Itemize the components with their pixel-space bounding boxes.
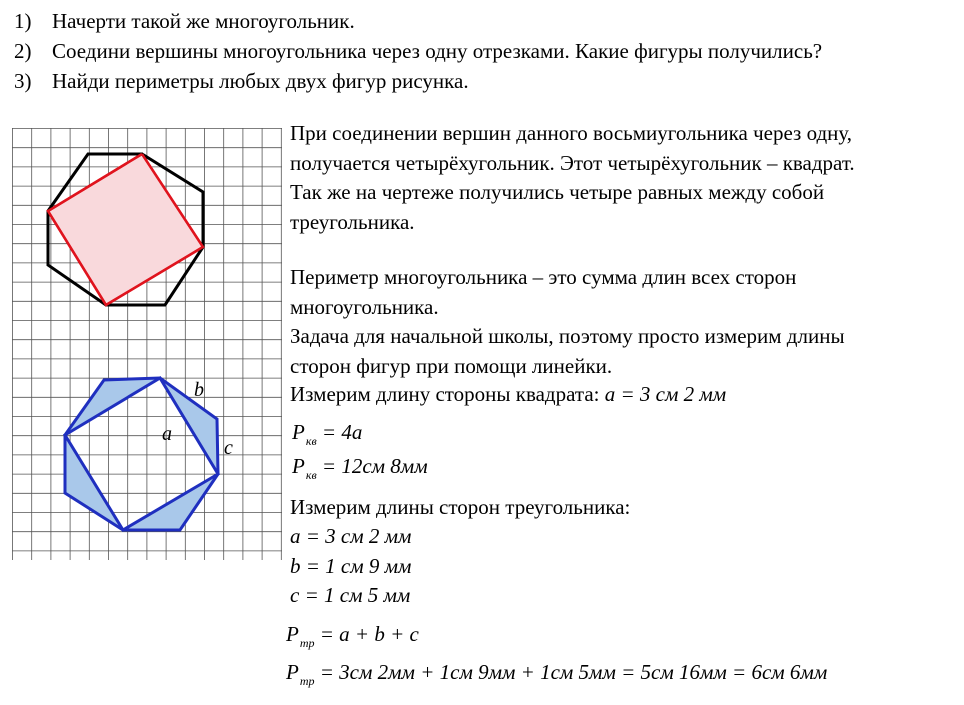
paragraph-perimeter: Периметр многоугольника – это сумма длин всех сторон многоугольника. Задача для начальной школы, поэтому просто измерим длины сторон фигур при помощи линейки. [290,265,845,378]
triangle-intro: Измерим длины сторон треугольника: [290,495,631,519]
paragraph-conclusion: При соединении вершин данного восьмиугольника через одну, получается четырёхугольник. Этот четырёхугольник – квадрат. Так же на чертеже получились четыре равных между собой треугольника. [290,121,855,234]
task-item: 1) Начерти такой же многоугольник. [14,9,355,33]
label-a: a [162,423,172,445]
square-formula-2: $P_{кв} = 12см$ 8мм [292,454,428,482]
triangle-formula-1: $P_{тр} = a + b + c$ [286,622,419,650]
label-b: b [194,379,204,401]
graph-paper-figure [12,128,282,560]
triangle-formula-2: $P_{тр} = 3см$ 2мм + 1см 9мм + 1см 5мм = 5см 16мм = 6см 6мм [286,660,828,688]
task-item: 3) Найди периметры любых двух фигур рисунка. [14,69,469,93]
task-list [14,6,822,96]
task-item: 2) Соедини вершины многоугольника через одну отрезками. Какие фигуры получились? [14,39,823,63]
triangle-sides: a = 3 см 2 мм b = 1 см 9 мм c = 1 см 5 мм [290,524,412,607]
square-measure: Измерим длину стороны квадрата: a = 3 см 2 мм [290,382,727,406]
square-formula-1: $P_{кв} = 4a$ [292,420,363,448]
label-c: c [224,437,233,459]
